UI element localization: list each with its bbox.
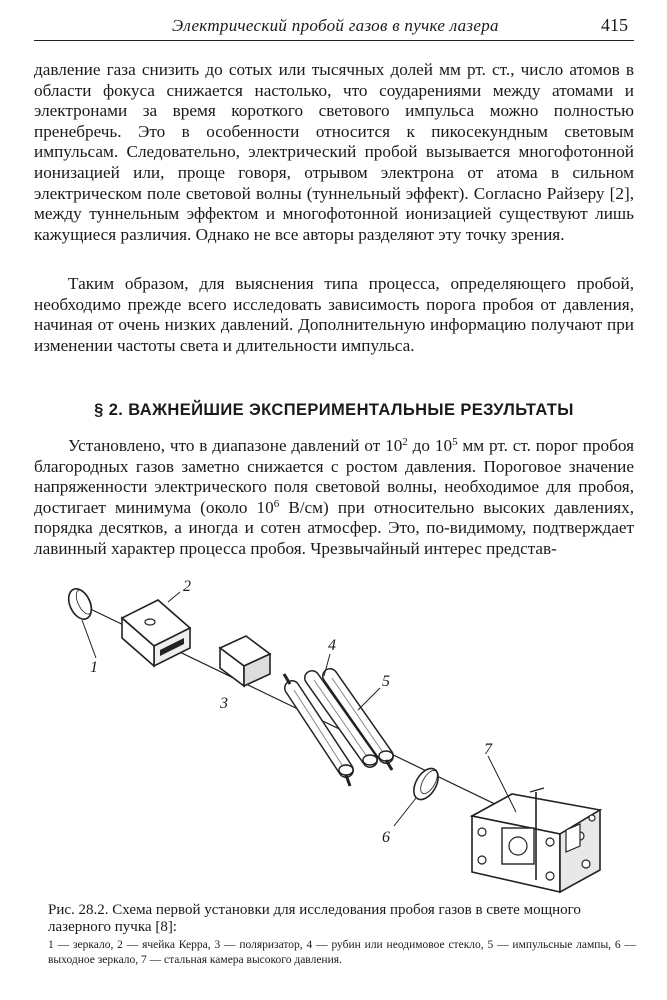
mirror-1	[64, 585, 96, 622]
paragraph-2: Таким образом, для выяснения типа процесса, определяющего пробой, необходимо прежде всего исследовать зависимость порога пробоя от давления, начиная от очень низких давлений. Дополнительную информацию получают при изменении частоты света и длительности импульса.	[34, 274, 634, 355]
paragraph-3-part-c: мм рт. ст. порог пробоя благородных газов заметно снижается с ростом давления. Пороговое значение напряженности электрического поля световой волны, необходимое для пробоя, достигает минимума (около 10	[34, 436, 634, 517]
paragraph-3	[34, 436, 634, 560]
figure-label-7: 7	[484, 741, 492, 758]
figure-caption: Рис. 28.2. Схема первой установки для исследования пробоя газов в свете мощного лазерного пучка [8]:	[48, 902, 581, 935]
page-number: 415	[601, 15, 628, 35]
exponent: 5	[452, 436, 458, 448]
polarizer-3	[220, 636, 270, 686]
figure-legend: 1 — зеркало, 2 — ячейка Керра, 3 — поляризатор, 4 — рубин или неодимовое стекло, 5 — импульсные лампы, 6 — выходное зеркало, 7 — стальная камера высокого давления.	[48, 939, 636, 966]
setup-diagram	[40, 580, 640, 900]
paragraph-3-part-b: до 10	[407, 436, 453, 455]
figure-label-5: 5	[382, 673, 390, 690]
paragraph-1: давление газа снизить до сотых или тысячных долей мм рт. ст., число атомов в области фокуса снижается настолько, что соударениями между атомами и электронами за время короткого светового импульса можно полностью пренебречь. Это в особенности относится к пикосекундным световым импульсам. Следовательно, электрический пробой вызывается многофотонной ионизацией или, проще говоря, отрывом электрона от атома в сильном электрическом поле световой волны (туннельный эффект). Согласно Райзеру [2], между туннельным эффектом и многофотонной ионизацией существуют лишь кажущиеся различия. Однако не все авторы разделяют эту точку зрения.	[34, 60, 634, 244]
output-mirror-6	[409, 764, 443, 803]
running-title: Электрический пробой газов в пучке лазера	[172, 16, 499, 35]
section-heading: § 2. ВАЖНЕЙШИЕ ЭКСПЕРИМЕНТАЛЬНЫЕ РЕЗУЛЬТАТЫ	[94, 401, 574, 419]
exponent: 2	[402, 436, 408, 448]
figure-label-3: 3	[220, 695, 228, 712]
page-header	[34, 12, 634, 41]
kerr-cell-2	[122, 600, 190, 666]
figure-label-2: 2	[183, 580, 191, 595]
figure-label-1: 1	[90, 659, 98, 676]
paragraph-3-part-d: В/см) при относительно высоких давлениях, порядка десятков, а иногда и сотен атмосфер. Это, по-видимому, подтверждает лавинный характер процесса пробоя. Чрезвычайный интерес представ-	[34, 497, 634, 558]
setup-figure	[40, 580, 640, 900]
figure-label-6: 6	[382, 829, 390, 846]
pressure-chamber-7	[472, 788, 600, 892]
paragraph-3-part-a: Установлено, что в диапазоне давлений от 10	[68, 436, 403, 455]
figure-label-4: 4	[328, 637, 336, 654]
exponent: 6	[273, 497, 280, 510]
